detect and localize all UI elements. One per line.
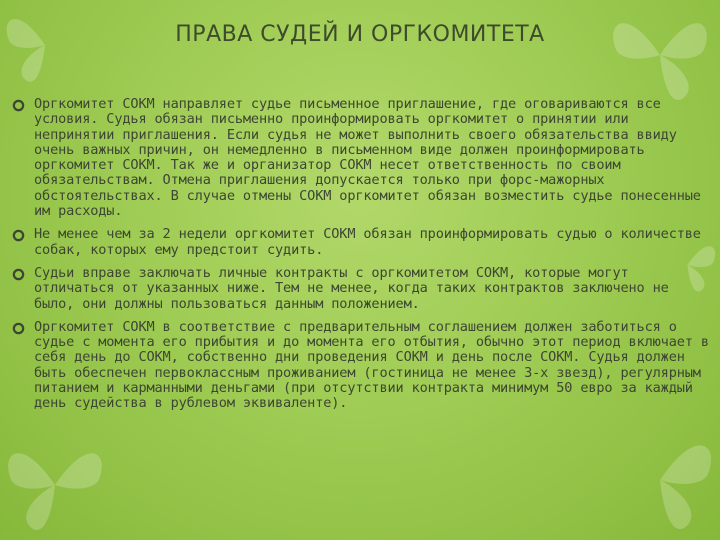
ring-bullet-icon (12, 322, 25, 335)
ring-bullet-icon (12, 268, 25, 281)
butterfly-decoration-bottom-left (0, 430, 110, 540)
ring-bullet-icon (12, 229, 25, 242)
list-item (10, 227, 710, 258)
bullet-text: Оргкомитет СОКМ в соответствие с предварительным соглашением должен заботиться о судье с момента его прибытия и до момента его отбытия, обычно этот период включает в себя день до СОКМ, собственно дни проведения СОКМ и день после СОКМ. Судья должен быть обеспечен первоклассным проживанием (гостиница не менее 3-х звезд), регулярным питанием и карманными деньгами (при отсутствии контракта минимум 50 евро за каждый день судейства в рублевом эквиваленте). (34, 318, 709, 412)
bullet-text: Оргкомитет СОКМ направляет судье письменное приглашение, где оговариваются все условия. Судья обязан письменно проинформировать оргкомитет о принятии или непринятии приглашения. Если судья не может выполнить своего обязательства ввиду очень важных причин, он немедленно в письменном виде должен проинформировать оргкомитет СОКМ. Так же и организатор СОКМ несет ответственность по своим обязательствам. Отмена приглашения допускается только при форс-мажорных обстоятельствах. В случае отмены СОКМ оргкомитет обязан возместить судье понесенные им расходы. (34, 96, 701, 220)
list-item (10, 320, 710, 412)
ring-bullet-icon (12, 99, 25, 112)
bullet-text: Не менее чем за 2 недели оргкомитет СОКМ обязан проинформировать судью о количестве собак, которых ему предстоит судить. (34, 226, 701, 258)
list-item (10, 97, 710, 219)
slide-title: ПРАВА СУДЕЙ И ОРГКОМИТЕТА (175, 22, 545, 47)
list-item (10, 266, 710, 312)
butterfly-decoration-top-right (600, 0, 720, 110)
bullet-text: Судьи вправе заключать личные контракты с оргкомитетом СОКМ, которые могут отличаться от указанных ниже. Тем не менее, когда таких контрактов заключено не было, они должны пользоваться данным положением. (34, 264, 669, 312)
butterfly-decoration-bottom-right (600, 420, 720, 540)
bullet-list (10, 97, 710, 420)
